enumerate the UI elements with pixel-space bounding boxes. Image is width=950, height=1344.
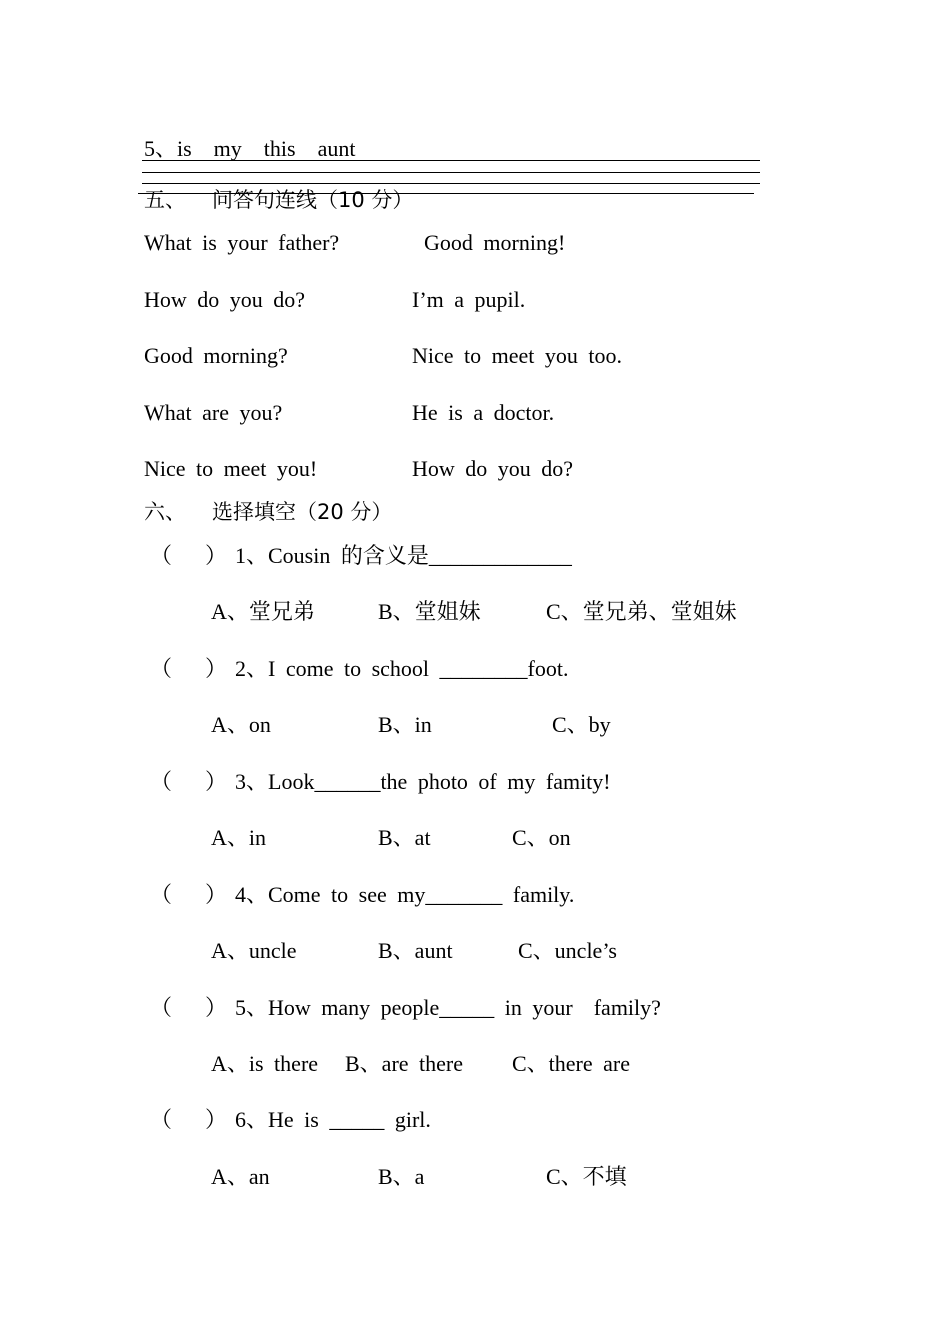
match-left-2: How do you do?: [144, 287, 306, 312]
answer-paren-close: ）: [205, 543, 228, 568]
answer-paren-open: （: [150, 1107, 173, 1132]
answer-paren-open: （: [150, 882, 173, 907]
question-2-option-c: C、by: [552, 712, 611, 737]
match-left-3: Good morning?: [144, 343, 288, 368]
section-5-number: 五、: [144, 188, 186, 212]
answer-line-1: [142, 160, 760, 161]
answer-paren-open: （: [150, 769, 173, 794]
question-6-option-c: C、不填: [546, 1164, 627, 1189]
match-right-1: Good morning!: [424, 230, 566, 255]
question-2-option-a: A、on: [211, 712, 271, 737]
match-right-4: He is a doctor.: [412, 400, 555, 425]
question-4-option-b: B、aunt: [378, 938, 453, 963]
question-6-option-b: B、a: [378, 1164, 425, 1189]
question-5-option-c: C、there are: [512, 1051, 630, 1076]
match-left-5: Nice to meet you!: [144, 456, 318, 481]
match-right-2: I’m a pupil.: [412, 287, 526, 312]
answer-paren-close: ）: [205, 656, 228, 681]
answer-paren-open: （: [150, 543, 173, 568]
question-3-option-a: A、in: [211, 825, 267, 850]
sentence-item-5: 5、is my this aunt: [144, 136, 356, 161]
question-1-option-c: C、堂兄弟、堂姐妹: [546, 599, 737, 624]
question-5-option-a: A、is there: [211, 1051, 319, 1076]
answer-line-2: [142, 172, 760, 173]
question-2-option-b: B、in: [378, 712, 432, 737]
section-6-title: 选择填空（20 分）: [212, 500, 393, 524]
answer-paren-close: ）: [205, 882, 228, 907]
section-6-number: 六、: [144, 500, 186, 524]
question-1-option-b: B、堂姐妹: [378, 599, 481, 624]
match-left-1: What is your father?: [144, 230, 340, 255]
answer-paren-open: （: [150, 656, 173, 681]
question-6-option-a: A、an: [211, 1164, 270, 1189]
answer-paren-close: ）: [205, 769, 228, 794]
question-3-stem: 3、Look______the photo of my famity!: [235, 769, 611, 794]
answer-paren-close: ）: [205, 1107, 228, 1132]
question-6-stem: 6、He is _____ girl.: [235, 1107, 431, 1132]
question-2-stem: 2、I come to school ________foot.: [235, 656, 569, 681]
answer-paren-open: （: [150, 995, 173, 1020]
question-5-stem: 5、How many people_____ in your family?: [235, 995, 661, 1020]
question-1-option-a: A、堂兄弟: [211, 599, 315, 624]
question-1-stem: 1、Cousin 的含义是_____________: [235, 543, 572, 568]
question-3-option-b: B、at: [378, 825, 431, 850]
question-4-option-c: C、uncle’s: [518, 938, 617, 963]
section-5-title: 问答句连线（10 分）: [212, 188, 414, 212]
question-4-option-a: A、uncle: [211, 938, 297, 963]
match-right-3: Nice to meet you too.: [412, 343, 623, 368]
match-left-4: What are you?: [144, 400, 283, 425]
question-3-option-c: C、on: [512, 825, 571, 850]
question-4-stem: 4、Come to see my_______ family.: [235, 882, 575, 907]
answer-paren-close: ）: [205, 995, 228, 1020]
answer-line-3: [142, 183, 760, 184]
question-5-option-b: B、are there: [345, 1051, 463, 1076]
match-right-5: How do you do?: [412, 456, 574, 481]
